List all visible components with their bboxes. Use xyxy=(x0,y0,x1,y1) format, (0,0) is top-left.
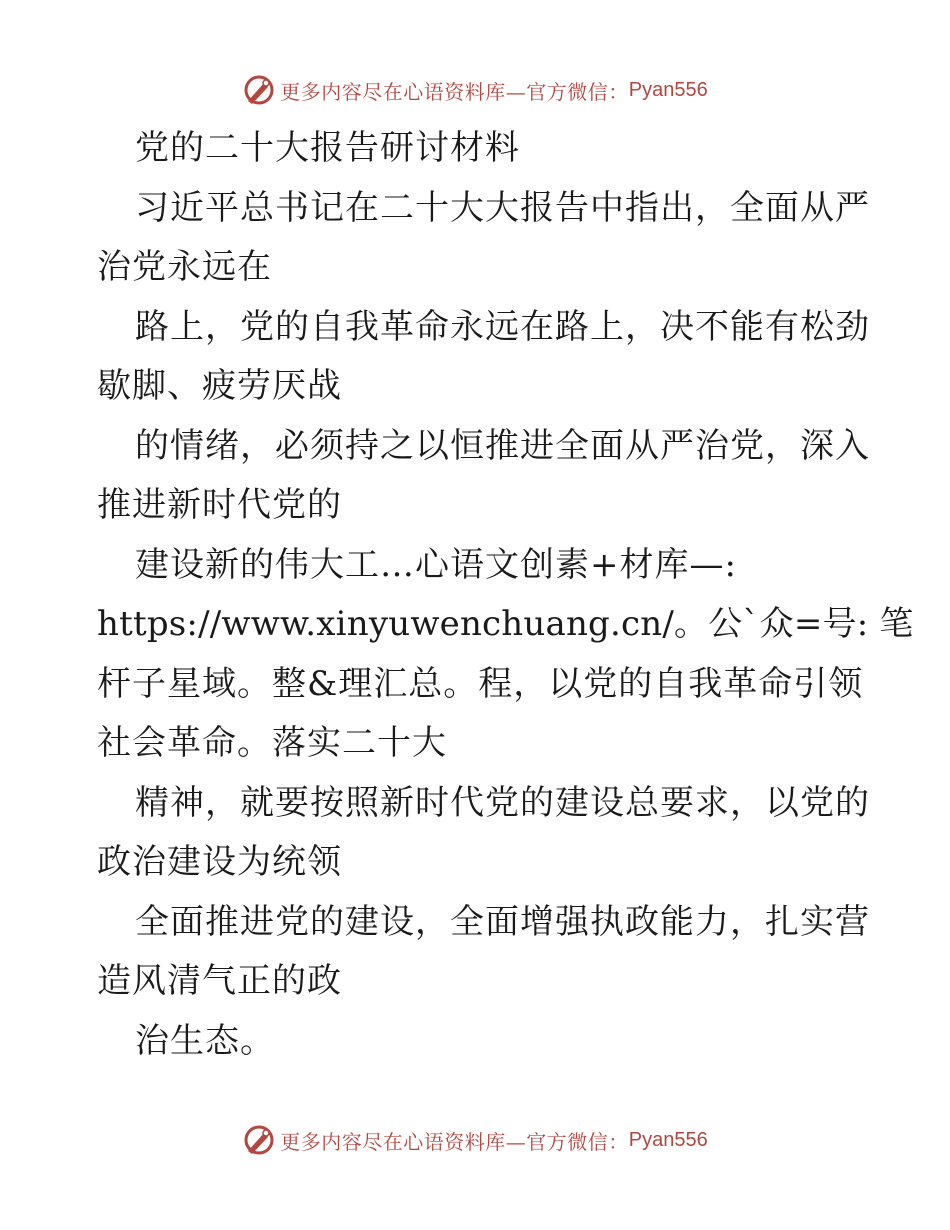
document-body xyxy=(97,126,914,1078)
text-line: 推进新时代党的 xyxy=(97,485,342,525)
text-line: 建设新的伟大工…心语文创素+材库—: xyxy=(135,544,737,585)
banner-text: 更多内容尽在心语资料库—官方微信： xyxy=(280,79,629,104)
banner-text: 更多内容尽在心语资料库—官方微信： xyxy=(280,1129,629,1154)
footer-banner xyxy=(0,1118,950,1162)
banner-wechat-id: Pyan556 xyxy=(628,1128,708,1151)
text-line: 造风清气正的政 xyxy=(97,961,342,1001)
banner-wechat-id: Pyan556 xyxy=(628,78,708,101)
text-line: 政治建设为统领 xyxy=(97,842,342,882)
document-title: 党的二十大报告研讨材料 xyxy=(135,128,520,168)
text-line: 社会革命。落实二十大 xyxy=(97,723,447,763)
text-line: 歇脚、疲劳厌战 xyxy=(97,366,342,406)
text-line: 杆子星域。整&理汇总。程，以党的自我革命引领 xyxy=(97,663,864,704)
text-line: 路上，党的自我革命永远在路上，决不能有松劲 xyxy=(135,306,870,347)
text-line: 的情绪，必须持之以恒推进全面从严治党，深入 xyxy=(135,425,870,466)
text-line: https://www.xinyuwenchuang.cn/。公`众=号: 笔 xyxy=(97,604,914,644)
text-line: 治党永远在 xyxy=(97,247,272,287)
text-line: 习近平总书记在二十大大报告中指出，全面从严 xyxy=(135,187,870,228)
text-line: 精神，就要按照新时代党的建设总要求，以党的 xyxy=(135,782,870,823)
text-line: 治生态。 xyxy=(135,1020,275,1061)
text-line: 全面推进党的建设，全面增强执政能力，扎实营 xyxy=(135,901,870,942)
header-banner xyxy=(0,68,950,112)
pen-logo-icon xyxy=(242,73,276,107)
pen-logo-icon xyxy=(242,1123,276,1157)
